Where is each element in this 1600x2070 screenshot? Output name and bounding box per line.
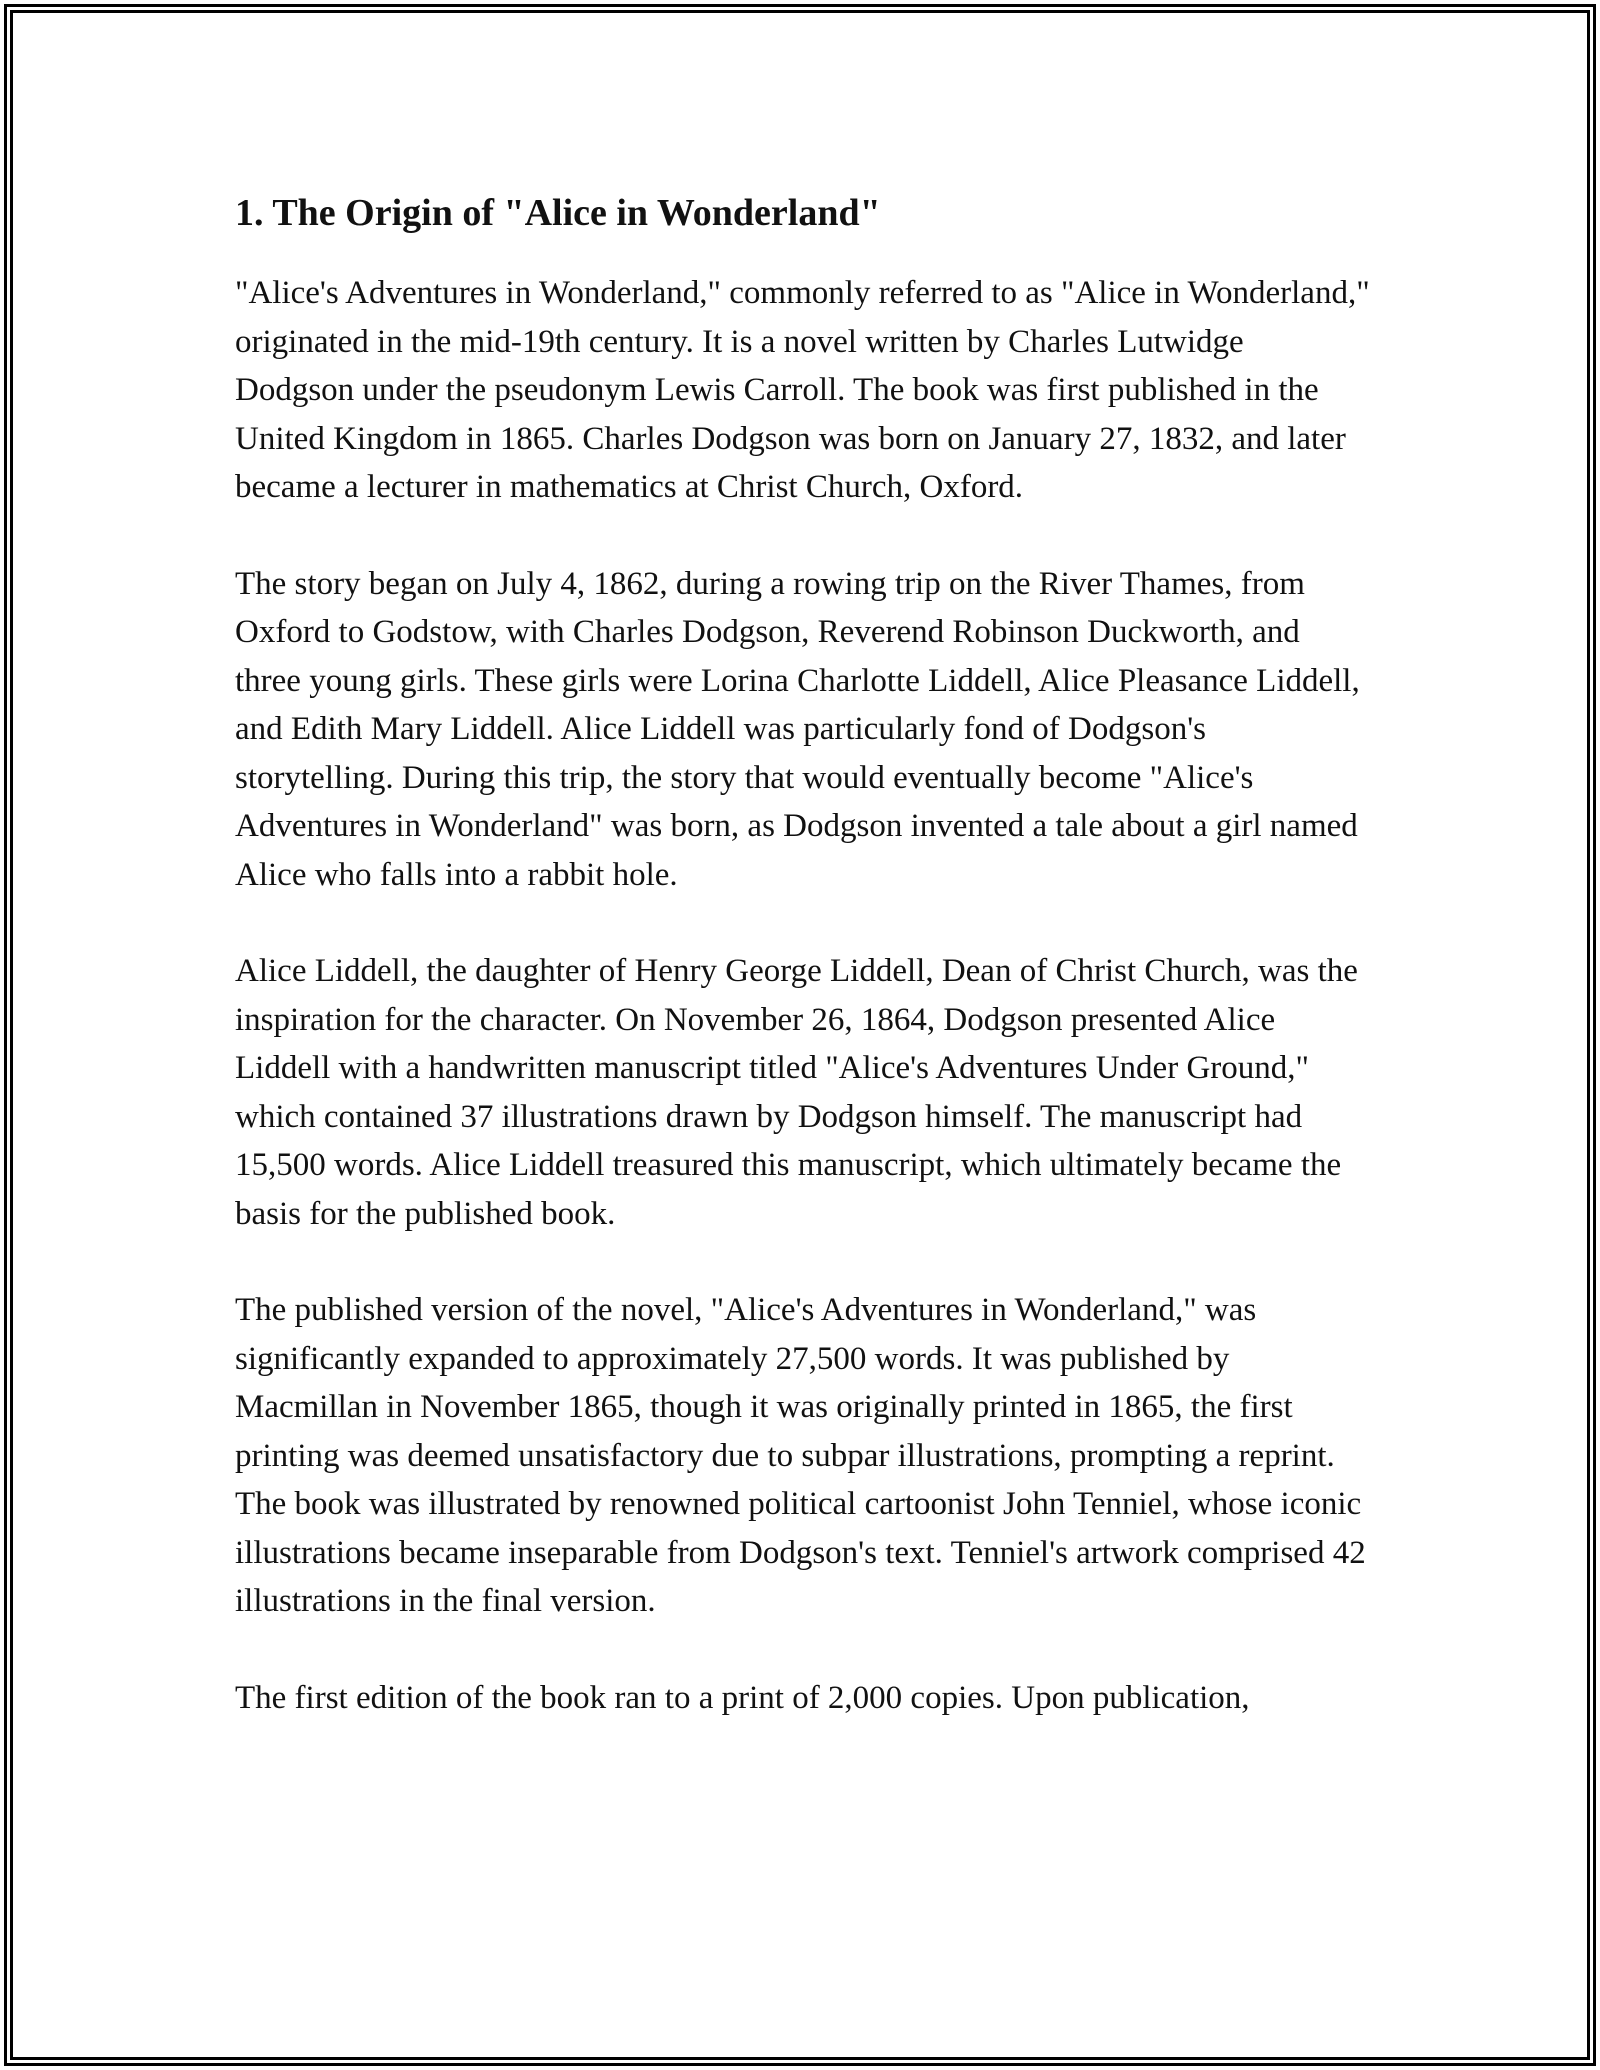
document-body xyxy=(235,185,1370,1770)
paragraph-3: Alice Liddell, the daughter of Henry George Liddell, Dean of Christ Church, was the inspiration for the character. On November 26, 1864, Dodgson presented Alice Liddell with a handwritten manuscript titled "Alice's Adventures Under Ground," which contained 37 illustrations drawn by Dodgson himself. The manuscript had 15,500 words. Alice Liddell treasured this manuscript, which ultimately became the basis for the published book. xyxy=(235,953,1358,1232)
paragraph-1: "Alice's Adventures in Wonderland," commonly referred to as "Alice in Wonderland," originated in the mid-19th century. It is a novel written by Charles Lutwidge Dodgson under the pseudonym Lewis Carroll. The book was first published in the United Kingdom in 1865. Charles Dodgson was born on January 27, 1832, and later became a lecturer in mathematics at Christ Church, Oxford. xyxy=(235,275,1370,505)
section-heading: 1. The Origin of "Alice in Wonderland" xyxy=(235,192,881,234)
paragraph-2: The story began on July 4, 1862, during a rowing trip on the River Thames, from Oxford to Godstow, with Charles Dodgson, Reverend Robinson Duckworth, and three young girls. These girls were Lorina Charlotte Liddell, Alice Pleasance Liddell, and Edith Mary Liddell. Alice Liddell was particularly fond of Dodgson's storytelling. During this trip, the story that would eventually become "Alice's Adventures in Wonderland" was born, as Dodgson invented a tale about a girl named Alice who falls into a rabbit hole. xyxy=(235,565,1360,893)
paragraph-5: The first edition of the book ran to a print of 2,000 copies. Upon publication, xyxy=(235,1679,1250,1716)
paragraph-4: The published version of the novel, "Alice's Adventures in Wonderland," was significantly expanded to approximately 27,500 words. It was published by Macmillan in November 1865, though it was originally printed in 1865, the first printing was deemed unsatisfactory due to subpar illustrations, prompting a reprint. The book was illustrated by renowned political cartoonist John Tenniel, whose iconic illustrations became inseparable from Dodgson's text. Tenniel's artwork comprised 42 illustrations in the final version. xyxy=(235,1292,1366,1619)
